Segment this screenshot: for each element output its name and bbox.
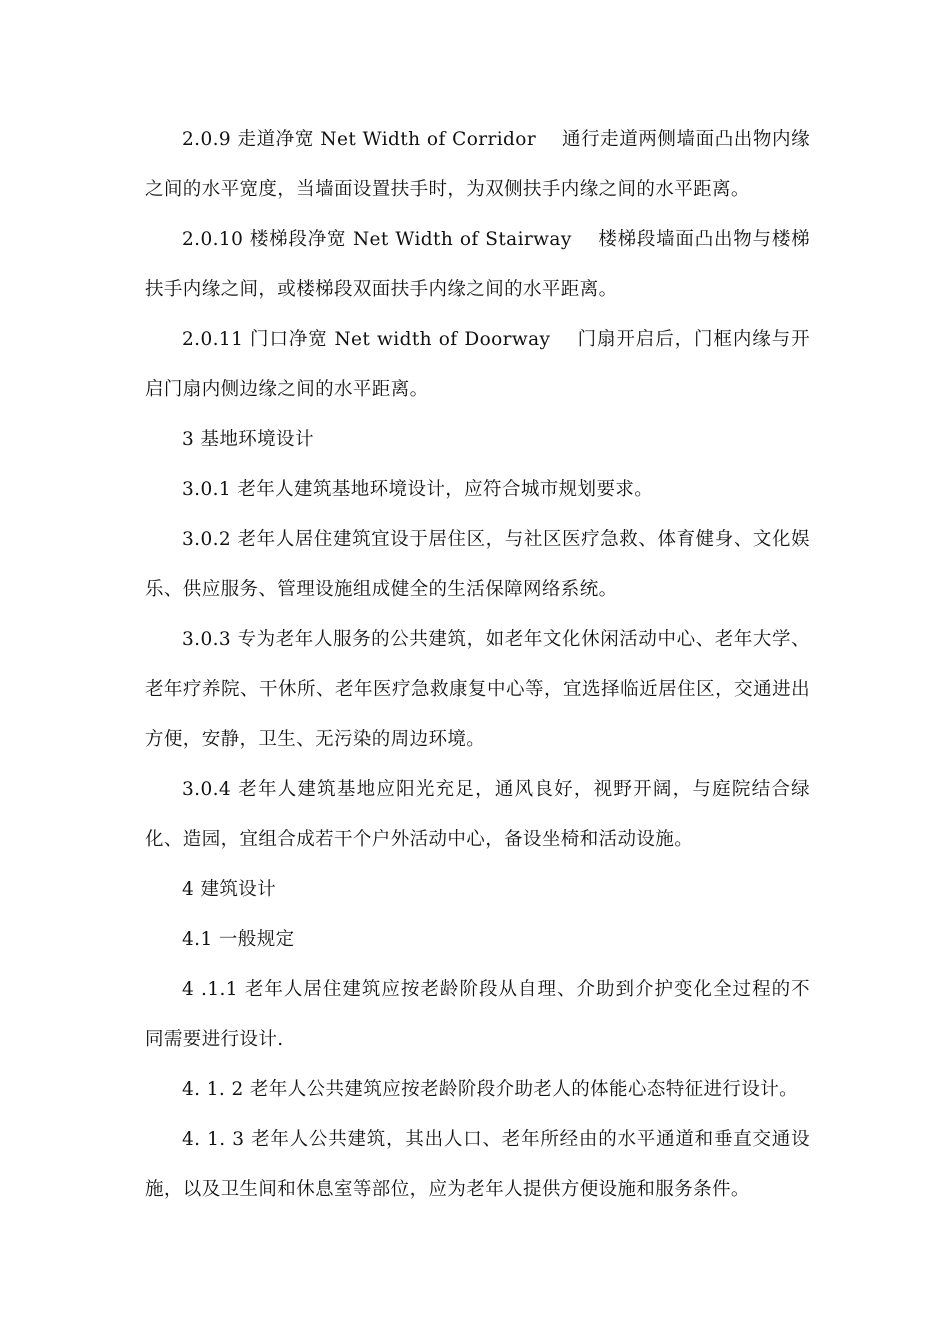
clause-2-0-10: 2.0.10 楼梯段净宽 Net Width of Stairway 楼梯段墙面凸出物与楼梯扶手内缘之间，或楼梯段双面扶手内缘之间的水平距离。 <box>145 229 810 300</box>
chapter-4-heading: 4 建筑设计 <box>182 879 277 900</box>
clause-4-1-2: 4. 1. 2 老年人公共建筑应按老龄阶段介助老人的体能心态特征进行设计。 <box>182 1079 799 1100</box>
clause-4-1-1: 4 .1.1 老年人居住建筑应按老龄阶段从自理、介助到介护变化全过程的不同需要进行设计. <box>145 979 810 1050</box>
clause-4-1-3: 4. 1. 3 老年人公共建筑，其出人口、老年所经由的水平通道和垂直交通设施，以及卫生间和休息室等部位，应为老年人提供方便设施和服务条件。 <box>145 1129 810 1200</box>
document-body <box>145 115 810 1215</box>
clause-2-0-11: 2.0.11 门口净宽 Net width of Doorway 门扇开启后，门框内缘与开启门扇内侧边缘之间的水平距离。 <box>145 329 810 400</box>
clause-3-0-2: 3.0.2 老年人居住建筑宜设于居住区，与社区医疗急救、体育健身、文化娱乐、供应服务、管理设施组成健全的生活保障网络系统。 <box>145 529 810 600</box>
chapter-3-heading: 3 基地环境设计 <box>182 429 314 450</box>
section-4-1-heading: 4.1 一般规定 <box>182 929 295 950</box>
clause-2-0-9: 2.0.9 走道净宽 Net Width of Corridor 通行走道两侧墙面凸出物内缘之间的水平宽度，当墙面设置扶手时，为双侧扶手内缘之间的水平距离。 <box>145 129 810 200</box>
clause-3-0-1: 3.0.1 老年人建筑基地环境设计，应符合城市规划要求。 <box>182 479 654 500</box>
clause-3-0-3: 3.0.3 专为老年人服务的公共建筑，如老年文化休闲活动中心、老年大学、老年疗养院、干休所、老年医疗急救康复中心等，宜选择临近居住区，交通进出方便，安静，卫生、无污染的周边环境。 <box>145 629 810 750</box>
clause-3-0-4: 3.0.4 老年人建筑基地应阳光充足，通风良好，视野开阔，与庭院结合绿化、造园，宜组合成若干个户外活动中心，备设坐椅和活动设施。 <box>145 779 810 850</box>
